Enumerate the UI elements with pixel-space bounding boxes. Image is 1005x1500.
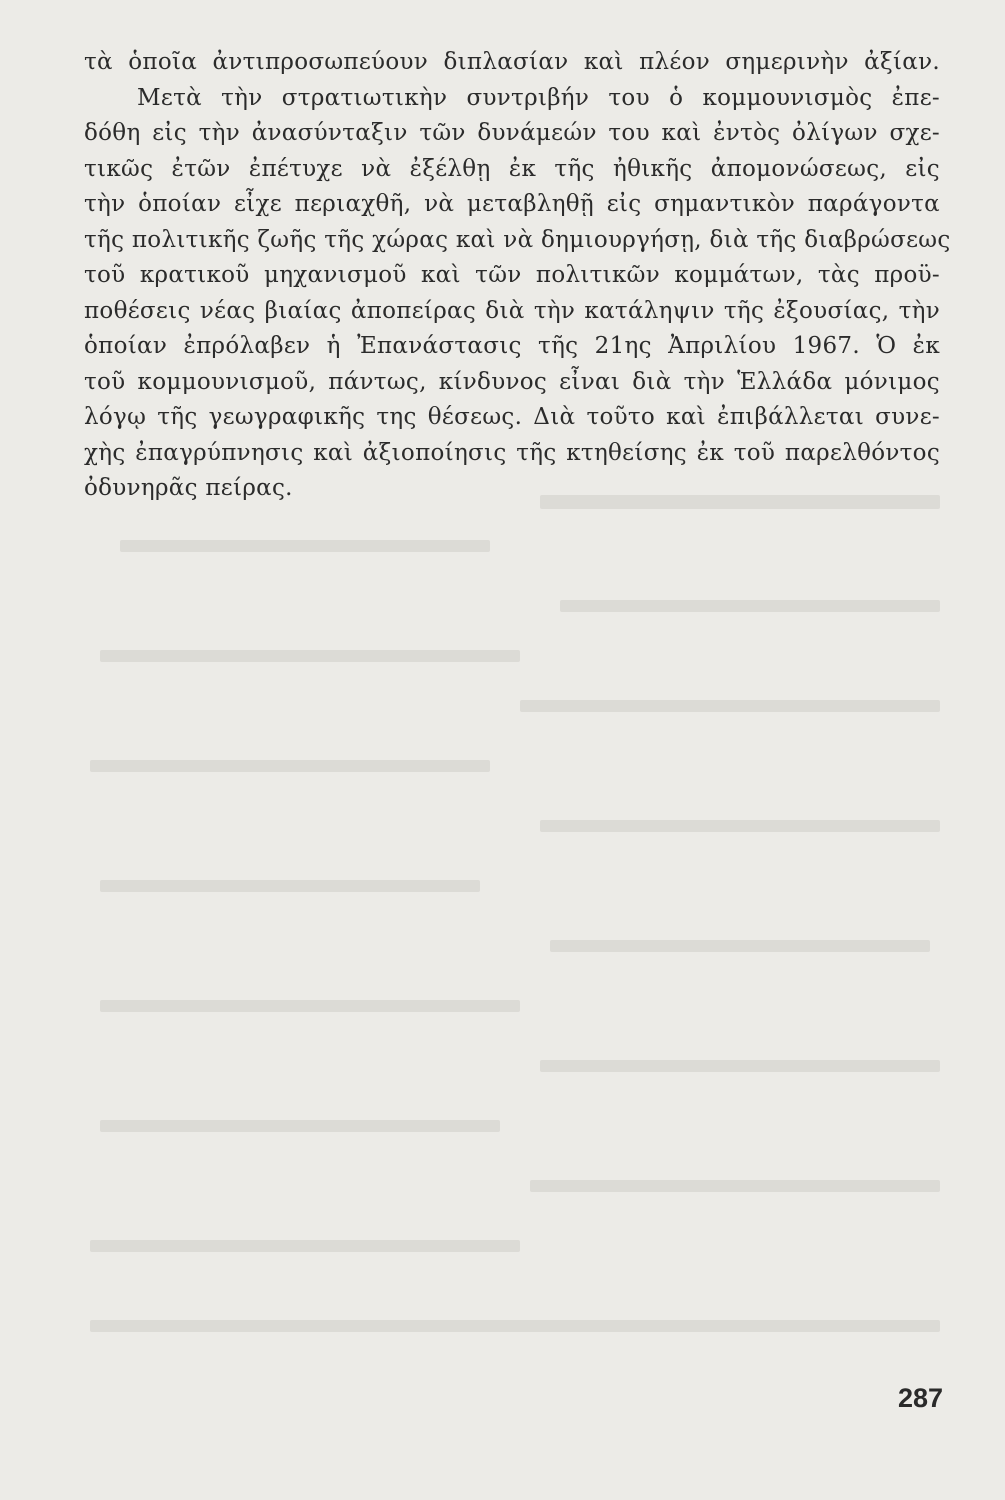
- text-line: τοῦ κομμουνισμοῦ, πάντως, κίνδυνος εἶναι διὰ τὴν Ἑλλάδα μόνιμος: [84, 368, 940, 395]
- body-text: [84, 45, 951, 507]
- page-number: 287: [897, 1383, 943, 1413]
- text-line: ὁποίαν ἐπρόλαβεν ἡ Ἐπανάστασις τῆς 21ης Ἀπριλίου 1967. Ὁ ἐκ: [84, 333, 940, 359]
- text-line: τῆς πολιτικῆς ζωῆς τῆς χώρας καὶ νὰ δημιουργήσῃ, διὰ τῆς διαβρώσεως: [84, 226, 951, 253]
- text-line: τοῦ κρατικοῦ μηχανισμοῦ καὶ τῶν πολιτικῶν κομμάτων, τὰς προϋ-: [84, 262, 940, 288]
- text-line: τὰ ὁποῖα ἀντιπροσωπεύουν διπλασίαν καὶ πλέον σημερινὴν ἀξίαν.: [84, 49, 940, 75]
- text-line: λόγῳ τῆς γεωγραφικῆς της θέσεως. Διὰ τοῦτο καὶ ἐπιβάλλεται συνε-: [84, 404, 940, 430]
- text-line: ὀδυνηρᾶς πείρας.: [84, 475, 293, 501]
- paragraph-continuation: [84, 45, 940, 81]
- paragraph: [84, 81, 951, 507]
- text-line: χὴς ἐπαγρύπνησις καὶ ἀξιοποίησις τῆς κτηθείσης ἐκ τοῦ παρελθόντος: [84, 439, 940, 466]
- text-line: δόθη εἰς τὴν ἀνασύνταξιν τῶν δυνάμεών του καὶ ἐντὸς ὀλίγων σχε-: [84, 120, 940, 146]
- text-line: τικῶς ἐτῶν ἐπέτυχε νὰ ἐξέλθῃ ἐκ τῆς ἠθικῆς ἀπομονώσεως, εἰς: [84, 155, 940, 182]
- text-line: τὴν ὁποίαν εἶχε περιαχθῆ, νὰ μεταβληθῇ εἰς σημαντικὸν παράγοντα: [84, 191, 940, 217]
- text-line: Μετὰ τὴν στρατιωτικὴν συντριβήν του ὁ κομμουνισμὸς ἐπε-: [137, 84, 940, 111]
- text-line: ποθέσεις νέας βιαίας ἀποπείρας διὰ τὴν κατάληψιν τῆς ἐξουσίας, τὴν: [84, 297, 940, 324]
